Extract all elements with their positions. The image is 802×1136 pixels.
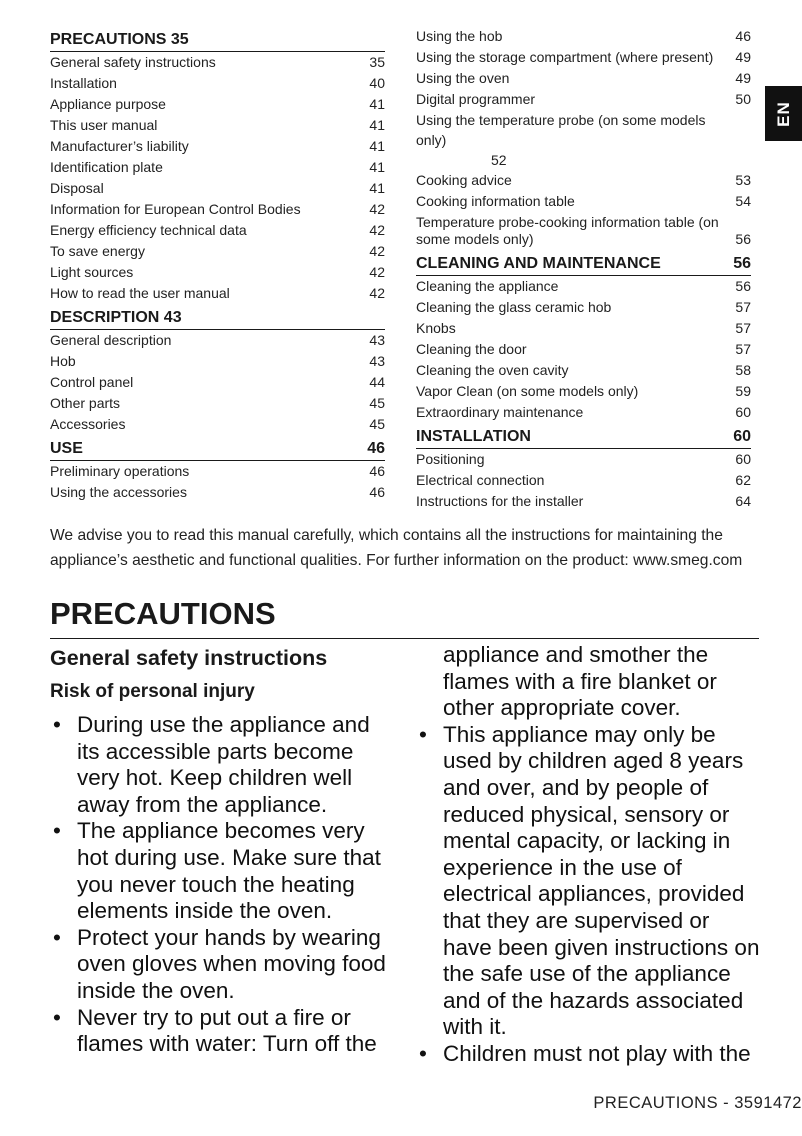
toc-entry xyxy=(50,220,385,241)
toc-entry-title: General description xyxy=(50,332,172,348)
toc-entry-title: Instructions for the installer xyxy=(416,493,584,509)
toc-entry-title: Preliminary operations xyxy=(50,463,190,479)
toc-entry xyxy=(416,402,751,423)
toc-entry-title: Positioning xyxy=(416,451,485,467)
toc-entry-page: 41 xyxy=(369,159,385,175)
toc-entry-page: 42 xyxy=(369,201,385,217)
toc-entry-title-wrap xyxy=(416,110,726,170)
subsection-heading: Risk of personal injury xyxy=(50,681,255,702)
toc-entry-page: 42 xyxy=(369,222,385,238)
toc-entry xyxy=(50,52,385,73)
toc-entry-title: Digital programmer xyxy=(416,91,536,107)
title-divider xyxy=(50,638,759,639)
toc-section-heading xyxy=(416,253,751,276)
toc-entry-page: 62 xyxy=(735,472,751,488)
toc-entry-title: Temperature probe-cooking information table (on some models only) xyxy=(416,214,719,247)
bullet-item: • During use the appliance and its accessible parts become very hot. Keep children well away from the appliance. xyxy=(50,712,395,818)
toc-right-column xyxy=(416,26,751,512)
toc-entry xyxy=(416,47,751,68)
toc-entry xyxy=(416,191,751,212)
toc-entry-page: 60 xyxy=(735,451,751,467)
toc-entry xyxy=(416,381,751,402)
page-title: PRECAUTIONS xyxy=(50,596,276,631)
toc-entry-page: 40 xyxy=(369,75,385,91)
toc-entry xyxy=(50,73,385,94)
toc-entry-page: 49 xyxy=(735,49,751,65)
bullet-list-left xyxy=(50,712,395,1058)
toc-entry-page: 42 xyxy=(369,285,385,301)
toc-entry-title: Using the oven xyxy=(416,70,510,86)
toc-entry-page: 59 xyxy=(735,383,751,399)
toc-entry xyxy=(416,470,751,491)
toc-entry xyxy=(416,339,751,360)
toc-entry-page: 57 xyxy=(735,299,751,315)
toc-left-column xyxy=(50,26,385,503)
toc-section-heading xyxy=(50,29,385,52)
toc-entry-page: 42 xyxy=(369,243,385,259)
toc-entry-page: 56 xyxy=(733,255,751,272)
bullet-item: • Children must not play with the xyxy=(416,1041,761,1068)
toc-entry-title: How to read the user manual xyxy=(50,285,230,301)
toc-entry-title: Light sources xyxy=(50,264,134,280)
toc-entry-title: INSTALLATION xyxy=(416,428,531,445)
toc-entry xyxy=(416,212,751,250)
bullet-item: • Protect your hands by wearing oven gloves when moving food inside the oven. xyxy=(50,925,395,1005)
bullet-item: • This appliance may only be used by children aged 8 years and over, and by people of reduced physical, sensory or mental capacity, or lacking in experience in the use of electrical appliances, provided that they are supervised or have been given instructions on the safe use of the appliance and of the hazards associated with it. xyxy=(416,722,761,1041)
toc-entry xyxy=(416,360,751,381)
toc-entry-title: Identification plate xyxy=(50,159,163,175)
toc-entry-title: Electrical connection xyxy=(416,472,545,488)
toc-entry xyxy=(50,351,385,372)
toc-entry xyxy=(50,461,385,482)
toc-entry-title: CLEANING AND MAINTENANCE xyxy=(416,255,661,272)
toc-entry-title: Extraordinary maintenance xyxy=(416,404,584,420)
bullet-list-right xyxy=(416,722,761,1068)
bullet-item: • Never try to put out a fire or flames with water: Turn off the xyxy=(50,1005,395,1058)
toc-entry xyxy=(416,110,751,170)
toc-entry-title: Control panel xyxy=(50,374,134,390)
toc-entry xyxy=(50,414,385,435)
toc-entry-page: 45 xyxy=(369,416,385,432)
toc-entry-title: General safety instructions xyxy=(50,54,216,70)
toc-entry-page: 64 xyxy=(735,493,751,509)
continued-text: appliance and smother the flames with a fire blanket or other appropriate cover. xyxy=(443,642,717,721)
toc-entry-title: Appliance purpose xyxy=(50,96,166,112)
toc-entry-title: Cleaning the appliance xyxy=(416,278,559,294)
toc-entry-title: Using the hob xyxy=(416,28,503,44)
body-right-column xyxy=(416,642,761,1068)
toc-entry-title: Manufacturer’s liability xyxy=(50,138,189,154)
toc-entry xyxy=(416,449,751,470)
toc-entry-title: To save energy xyxy=(50,243,145,259)
toc-entry-title: Information for European Control Bodies xyxy=(50,201,301,217)
toc-entry xyxy=(416,170,751,191)
toc-entry-page: 41 xyxy=(369,117,385,133)
toc-entry xyxy=(50,241,385,262)
toc-entry-page: 56 xyxy=(735,278,751,294)
toc-entry-page: 43 xyxy=(369,353,385,369)
toc-entry xyxy=(50,262,385,283)
body-left-column xyxy=(50,642,395,1058)
toc-entry-title: Using the temperature probe (on some models only) xyxy=(416,112,706,148)
toc-entry-page: 46 xyxy=(369,463,385,479)
toc-entry-page: 43 xyxy=(369,332,385,348)
section-heading: General safety instructions xyxy=(50,646,328,670)
page-footer: PRECAUTIONS - 3591472 xyxy=(593,1094,802,1112)
toc-entry xyxy=(50,115,385,136)
bullet-item: • The appliance becomes very hot during use. Make sure that you never touch the heating elements inside the oven. xyxy=(50,818,395,924)
toc-entry-page: 41 xyxy=(369,138,385,154)
toc-entry-title: Installation xyxy=(50,75,117,91)
toc-entry xyxy=(416,68,751,89)
toc-entry-title: Using the storage compartment (where present) xyxy=(416,49,714,65)
language-code: EN xyxy=(773,100,793,127)
toc-entry xyxy=(416,318,751,339)
toc-entry xyxy=(416,276,751,297)
toc-entry-title: Hob xyxy=(50,353,76,369)
toc-entry-page: 41 xyxy=(369,96,385,112)
toc-entry xyxy=(50,178,385,199)
toc-entry-title: Cooking advice xyxy=(416,172,512,188)
toc-entry-title: PRECAUTIONS 35 xyxy=(50,31,189,48)
toc-entry xyxy=(50,136,385,157)
toc-entry-title: Disposal xyxy=(50,180,104,196)
language-tab xyxy=(765,86,802,141)
toc-entry-title: Cleaning the door xyxy=(416,341,527,357)
toc-entry xyxy=(416,297,751,318)
toc-entry-page: 52 xyxy=(491,152,507,168)
toc-entry-page: 45 xyxy=(369,395,385,411)
toc-entry-page: 46 xyxy=(735,28,751,44)
toc-entry-page: 53 xyxy=(735,172,751,188)
toc-entry-title: Energy efficiency technical data xyxy=(50,222,247,238)
toc-entry xyxy=(50,283,385,304)
toc-entry xyxy=(416,491,751,512)
toc-entry-page: 49 xyxy=(735,70,751,86)
toc-entry-title: Cleaning the glass ceramic hob xyxy=(416,299,612,315)
toc-entry-title: Other parts xyxy=(50,395,121,411)
toc-entry-page: 58 xyxy=(735,362,751,378)
toc-entry xyxy=(50,330,385,351)
toc-entry-title: Cooking information table xyxy=(416,193,575,209)
toc-entry-page: 56 xyxy=(735,231,751,247)
toc-section-heading xyxy=(50,307,385,330)
toc-entry-page: 41 xyxy=(369,180,385,196)
toc-entry-page: 46 xyxy=(369,484,385,500)
toc-entry-page: 50 xyxy=(735,91,751,107)
toc-entry-title: This user manual xyxy=(50,117,158,133)
toc-entry xyxy=(50,372,385,393)
toc-entry xyxy=(50,157,385,178)
toc-entry xyxy=(416,26,751,47)
toc-entry-title: Using the accessories xyxy=(50,484,187,500)
toc-entry-page: 46 xyxy=(367,440,385,457)
toc-entry xyxy=(50,199,385,220)
toc-entry-title: DESCRIPTION 43 xyxy=(50,309,182,326)
toc-entry-page: 60 xyxy=(735,404,751,420)
toc-entry xyxy=(50,94,385,115)
toc-entry xyxy=(50,393,385,414)
toc-entry-title: Accessories xyxy=(50,416,126,432)
toc-entry-page: 42 xyxy=(369,264,385,280)
toc-entry-title: Knobs xyxy=(416,320,456,336)
toc-entry xyxy=(50,482,385,503)
toc-entry xyxy=(416,89,751,110)
toc-entry-page: 60 xyxy=(733,428,751,445)
intro-paragraph: We advise you to read this manual carefully, which contains all the instructions for maintaining the appliance’s aesthetic and functional qualities. For further information on the product: www.smeg.com xyxy=(50,527,743,569)
toc-entry-title: Cleaning the oven cavity xyxy=(416,362,569,378)
toc-entry-title: USE xyxy=(50,440,83,457)
toc-entry-page: 35 xyxy=(369,54,385,70)
toc-entry-page: 57 xyxy=(735,341,751,357)
toc-entry-page: 54 xyxy=(735,193,751,209)
toc-entry-page: 44 xyxy=(369,374,385,390)
toc-entry-page: 57 xyxy=(735,320,751,336)
toc-section-heading xyxy=(416,426,751,449)
toc-section-heading xyxy=(50,438,385,461)
toc-entry-title: Vapor Clean (on some models only) xyxy=(416,383,639,399)
